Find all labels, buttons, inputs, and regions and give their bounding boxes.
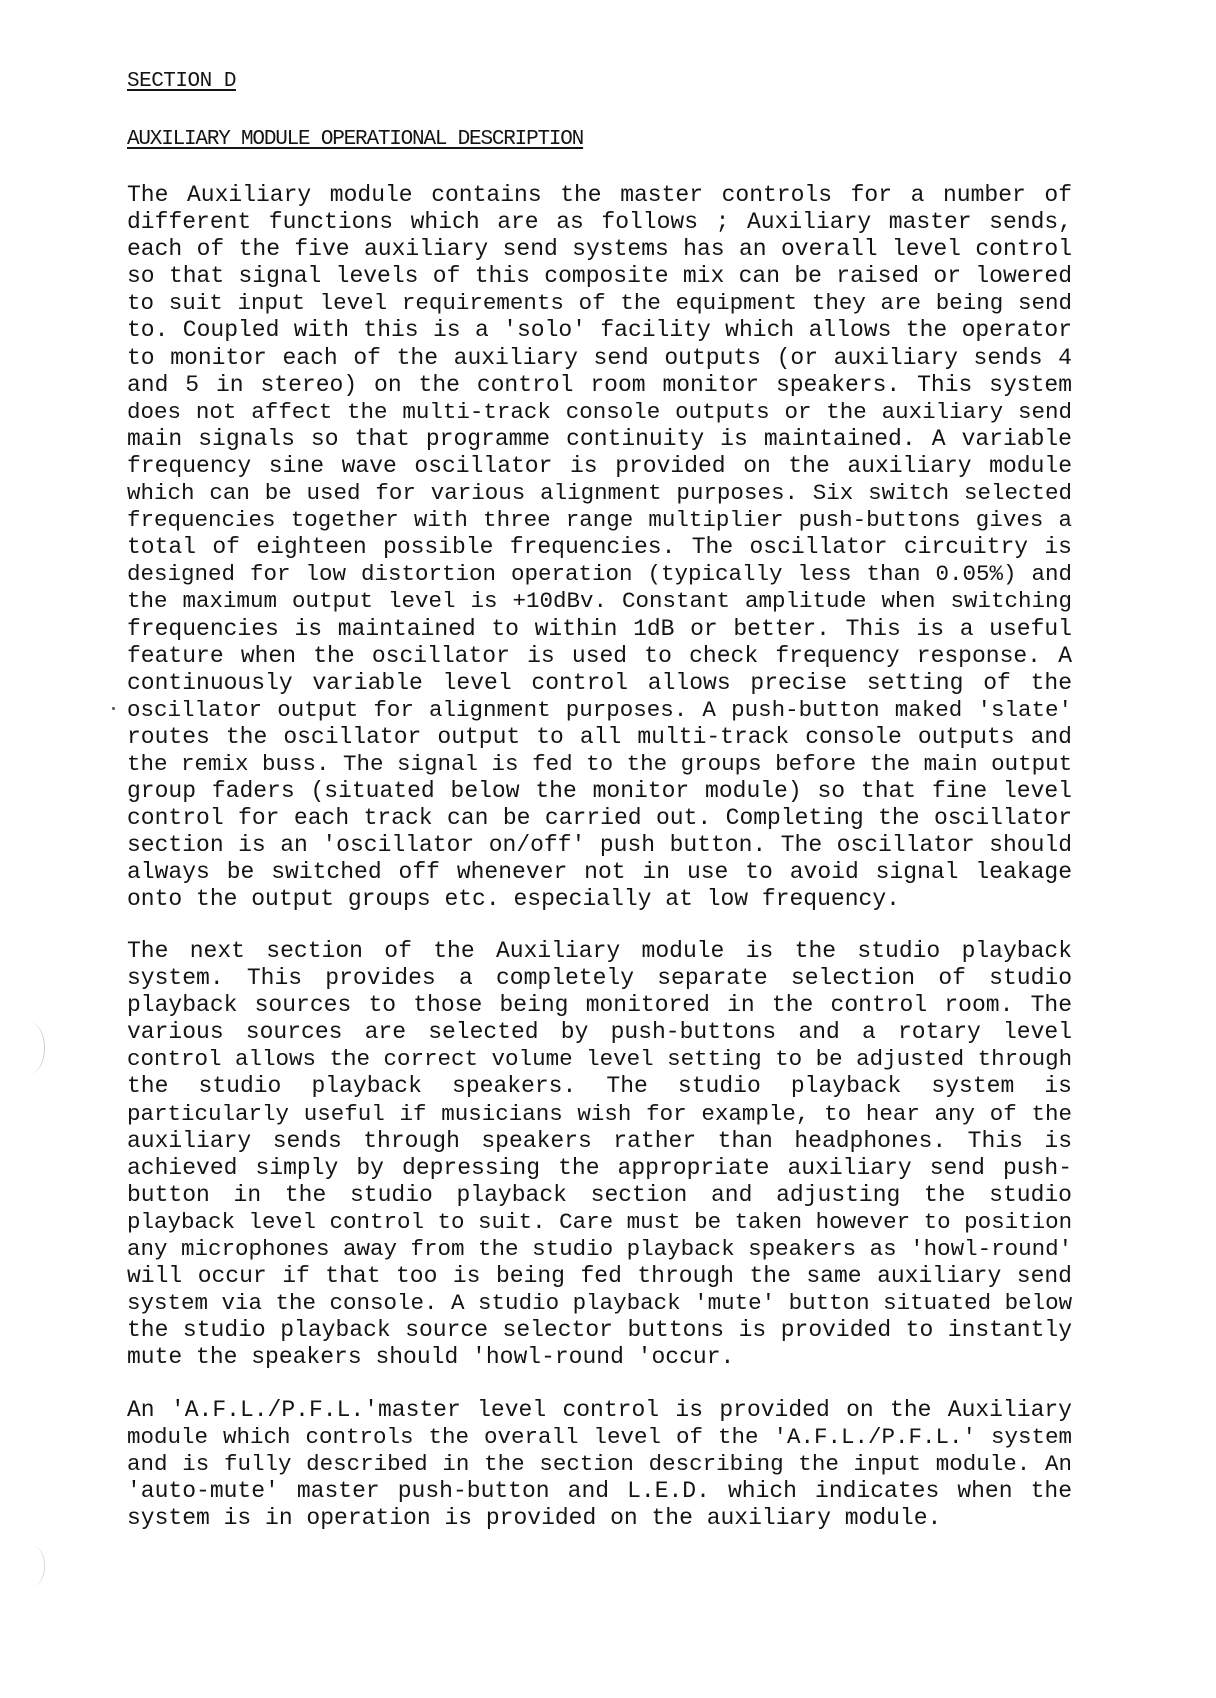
text-line: main signals so that programme continuity is maintained. A variable	[127, 425, 1072, 452]
text-line: The Auxiliary module contains the master controls for a number of	[127, 182, 1072, 208]
text-line: system. This provides a completely separate selection of studio	[127, 965, 1072, 992]
text-line: control for each track can be carried out. Completing the oscillator	[127, 805, 1072, 832]
text-line: the remix buss. The signal is fed to the groups before the main output	[127, 750, 1073, 777]
text-line: different functions which are as follows ; Auxiliary master sends,	[127, 209, 1072, 236]
text-line: will occur if that too is being fed through the same auxiliary send	[127, 1263, 1072, 1290]
text-line: module which controls the overall level of the 'A.F.L./P.F.L.' system	[127, 1424, 1072, 1451]
scan-mark	[14, 1022, 45, 1074]
text-line: to suit input level requirements of the equipment they are being send	[127, 290, 1072, 317]
scan-mark	[22, 1546, 45, 1586]
text-line: the studio playback speakers. The studio playback system is	[127, 1073, 1072, 1100]
text-line: oscillator output for alignment purposes. A push-button maked 'slate'	[127, 696, 1072, 723]
text-line: routes the oscillator output to all multi-track console outputs and	[127, 723, 1072, 750]
text-line: feature when the oscillator is used to check frequency response. A	[127, 642, 1072, 669]
text-line: system via the console. A studio playback 'mute' button situated below	[127, 1290, 1073, 1317]
text-line: the maximum output level is +10dBv. Constant amplitude when switching	[127, 588, 1072, 615]
text-line: each of the five auxiliary send systems has an overall level control	[127, 236, 1072, 263]
text-line: the studio playback source selector buttons is provided to instantly	[127, 1317, 1072, 1344]
page-title: AUXILIARY MODULE OPERATIONAL DESCRIPTION	[127, 128, 584, 151]
paragraph-oscillator	[127, 182, 1072, 914]
text-line: so that signal levels of this composite mix can be raised or lowered	[127, 263, 1072, 290]
text-line: and is fully described in the section describing the input module. An	[127, 1451, 1072, 1478]
scan-speck	[112, 707, 115, 710]
text-line: and 5 in stereo) on the control room monitor speakers. This system	[127, 371, 1072, 398]
text-line: frequency sine wave oscillator is provided on the auxiliary module	[127, 452, 1072, 479]
text-line: any microphones away from the studio playback speakers as 'howl-round'	[127, 1236, 1073, 1263]
paragraph-afl-pfl	[127, 1397, 1072, 1532]
text-line: mute the speakers should 'howl-round 'occur.	[127, 1344, 735, 1371]
text-line: frequencies is maintained to within 1dB or better. This is a useful	[127, 615, 1072, 642]
section-title: SECTION D	[127, 70, 236, 93]
text-line: does not affect the multi-track console outputs or the auxiliary send	[127, 398, 1072, 425]
text-line: to monitor each of the auxiliary send outputs (or auxiliary sends 4	[127, 344, 1072, 371]
text-line: continuously variable level control allows precise setting of the	[127, 669, 1072, 696]
text-line: achieved simply by depressing the appropriate auxiliary send push-	[127, 1154, 1072, 1181]
text-line: which can be used for various alignment purposes. Six switch selected	[127, 480, 1072, 507]
text-line: system is in operation is provided on the auxiliary module.	[127, 1505, 942, 1532]
text-line: various sources are selected by push-buttons and a rotary level	[127, 1019, 1072, 1046]
text-line: group faders (situated below the monitor module) so that fine level	[127, 778, 1072, 805]
text-line: section is an 'oscillator on/off' push button. The oscillator should	[127, 832, 1072, 859]
text-line: to. Coupled with this is a 'solo' facility which allows the operator	[127, 317, 1072, 344]
text-line: particularly useful if musicians wish for example, to hear any of the	[127, 1100, 1072, 1127]
text-line: An 'A.F.L./P.F.L.'master level control is provided on the Auxiliary	[127, 1397, 1072, 1423]
text-line: button in the studio playback section and adjusting the studio	[127, 1181, 1072, 1208]
text-line: The next section of the Auxiliary module is the studio playback	[127, 938, 1072, 964]
paragraph-studio-playback	[127, 938, 1072, 1372]
text-line: designed for low distortion operation (typically less than 0.05%) and	[127, 561, 1072, 588]
text-line: control allows the correct volume level setting to be adjusted through	[127, 1046, 1073, 1073]
text-line: 'auto-mute' master push-button and L.E.D. which indicates when the	[127, 1478, 1072, 1505]
text-line: onto the output groups etc. especially at low frequency.	[127, 886, 900, 913]
text-line: total of eighteen possible frequencies. The oscillator circuitry is	[127, 534, 1072, 561]
text-line: frequencies together with three range multiplier push-buttons gives a	[127, 507, 1072, 534]
text-line: always be switched off whenever not in use to avoid signal leakage	[127, 859, 1072, 886]
text-line: playback level control to suit. Care must be taken however to position	[127, 1208, 1073, 1235]
text-line: auxiliary sends through speakers rather than headphones. This is	[127, 1127, 1072, 1154]
text-line: playback sources to those being monitored in the control room. The	[127, 992, 1072, 1019]
